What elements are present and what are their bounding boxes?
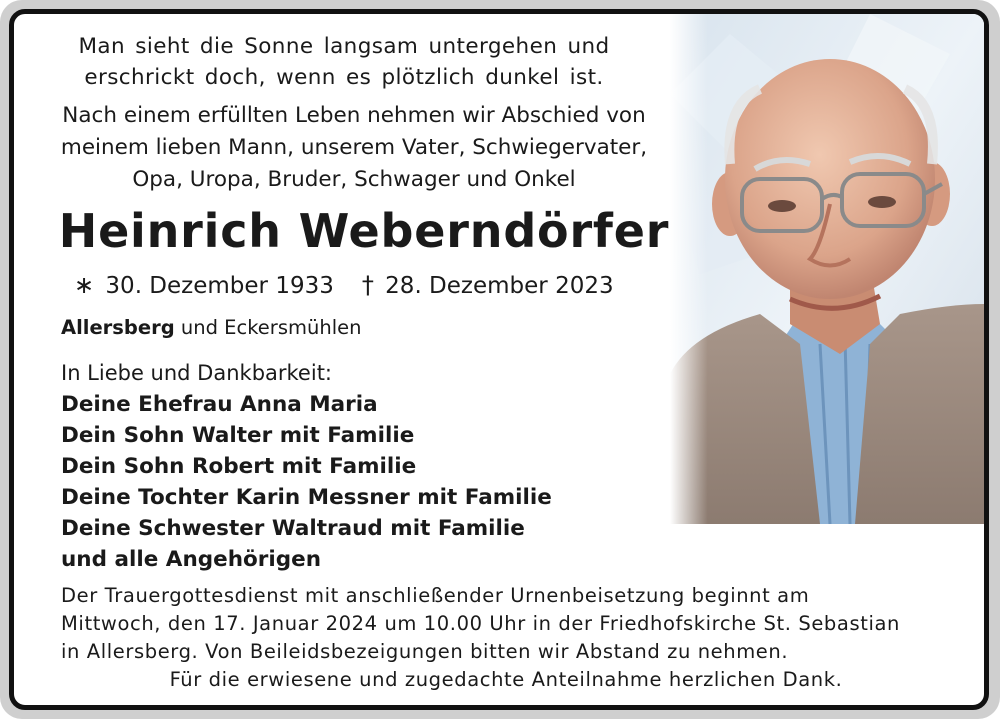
obituary-frame — [9, 9, 989, 710]
service-line-4: Für die erwiesene und zugedachte Anteilnahme herzlichen Dank. — [169, 668, 843, 691]
portrait-illustration — [670, 14, 984, 524]
service-line-3: in Allersberg. Von Beileidsbezeigungen bitten wir Abstand zu nehmen. — [61, 640, 789, 663]
place-primary: Allersberg — [61, 316, 175, 339]
family-list — [61, 358, 552, 575]
birth-date: 30. Dezember 1933 — [105, 273, 334, 299]
family-heading: In Liebe und Dankbarkeit: — [61, 361, 333, 385]
place-line — [61, 316, 361, 339]
intro-line-3: Opa, Uropa, Bruder, Schwager und Onkel — [132, 167, 576, 192]
portrait-photo — [670, 14, 984, 524]
family-member: und alle Angehörigen — [61, 547, 322, 572]
life-dates — [74, 271, 674, 299]
death-date-group — [362, 271, 614, 299]
deceased-name: Heinrich Weberndörfer — [58, 204, 670, 258]
family-member: Dein Sohn Walter mit Familie — [61, 423, 415, 448]
intro-line-2: meinem lieben Mann, unserem Vater, Schwiegervater, — [60, 135, 648, 160]
place-rest: und Eckersmühlen — [180, 316, 362, 339]
birth-date-group — [74, 271, 334, 299]
death-date: 28. Dezember 2023 — [385, 273, 614, 299]
family-member: Deine Ehefrau Anna Maria — [61, 392, 378, 417]
poem-line-1: Man sieht die Sonne langsam untergehen und — [78, 34, 610, 59]
poem — [44, 31, 644, 93]
service-notice — [61, 582, 951, 694]
intro-text — [34, 100, 674, 196]
service-line-1: Der Trauergottesdienst mit anschließender Urnenbeisetzung beginnt am — [61, 584, 810, 607]
family-member: Deine Tochter Karin Messner mit Familie — [61, 485, 552, 510]
service-line-2: Mittwoch, den 17. Januar 2024 um 10.00 Uhr in der Friedhofskirche St. Sebastian — [61, 612, 900, 635]
poem-line-2: erschrickt doch, wenn es plötzlich dunkel ist. — [84, 65, 604, 90]
family-member: Deine Schwester Waltraud mit Familie — [61, 516, 525, 541]
family-member: Dein Sohn Robert mit Familie — [61, 454, 417, 479]
death-cross-icon: † — [361, 271, 374, 299]
birth-star-icon: ∗ — [74, 271, 95, 299]
intro-line-1: Nach einem erfüllten Leben nehmen wir Abschied von — [62, 103, 646, 128]
